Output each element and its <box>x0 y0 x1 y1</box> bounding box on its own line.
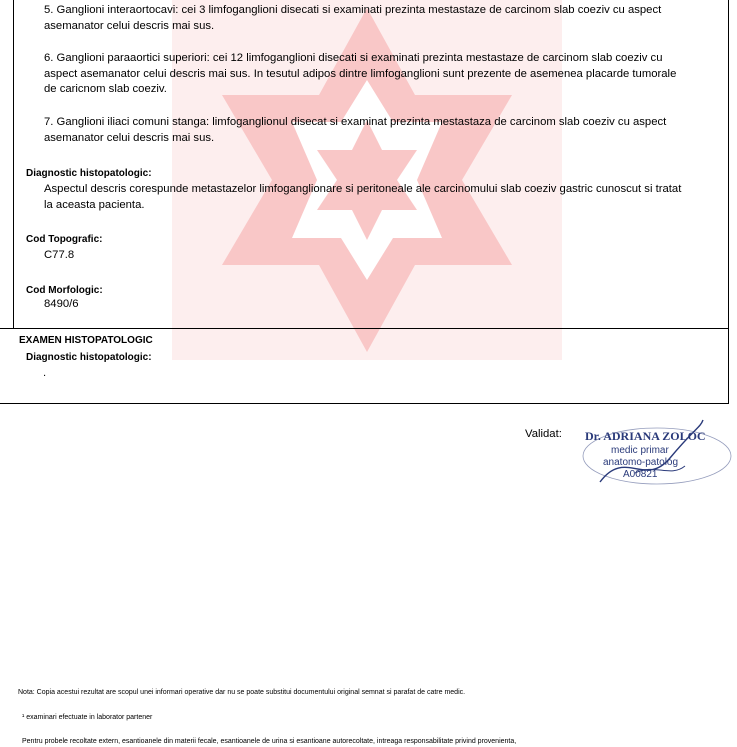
cod-topografic-value: C77.8 <box>44 249 75 261</box>
finding-item-7: 7. Ganglioni iliaci comuni stanga: limfoganglionul disecat si examinat prezinta mestastaza de carcinom slab coeziv cu aspect asemanator celui descris mai sus. <box>44 116 667 144</box>
footer-responsibility-note: Pentru probele recoltate extern, esantioanele din materii fecale, esantioanele de urina si esantioane autorecoltate, intreaga responsabilitate privind provenienta, <box>22 738 517 745</box>
exam-section-title: EXAMEN HISTOPATOLOGIC <box>19 335 153 346</box>
footer-partner-note: ¹ examinari efectuate in laborator partener <box>22 714 153 721</box>
cod-morfologic-label: Cod Morfologic: <box>26 285 103 296</box>
diagnostic-label: Diagnostic histopatologic: <box>26 168 152 179</box>
cod-topografic-label: Cod Topografic: <box>26 234 103 245</box>
finding-item-6: 6. Ganglioni paraaortici superiori: cei 12 limfoganglioni disecati si examinati prezinta mestastaze de carcinom slab coeziv cu aspect asemanator celui descris mai sus. In tesutul adipos dintre limfoganglioni sunt prezente de asemenea placarde tumorale de caricnom slab coeziv. <box>44 52 677 95</box>
validat-label: Validat: <box>525 428 562 440</box>
finding-item-5: 5. Ganglioni interaortocavi: cei 3 limfoganglioni disecati si examinati prezinta mestastaze de carcinom slab coeziv cu aspect asemanator celui descris mai sus. <box>44 4 662 32</box>
svg-text:anatomo-patolog: anatomo-patolog <box>603 457 679 468</box>
footer-note: Nota: Copia acestui rezultat are scopul unei informari operative dar nu se poate substitui documentului original semnat si parafat de catre medic. <box>18 689 466 696</box>
left-border <box>13 0 14 328</box>
svg-text:medic primar: medic primar <box>611 445 669 456</box>
cod-morfologic-value: 8490/6 <box>44 298 79 310</box>
svg-text:A00821: A00821 <box>623 469 658 480</box>
section-bottom-border <box>0 403 729 404</box>
signature-stamp <box>575 418 735 488</box>
svg-text:Dr. ADRIANA ZOLOC: Dr. ADRIANA ZOLOC <box>585 429 706 443</box>
exam-diagnostic-value: . <box>43 367 47 379</box>
exam-diagnostic-label: Diagnostic histopatologic: <box>26 352 152 363</box>
section-divider <box>0 328 729 329</box>
right-border <box>728 0 729 403</box>
diagnostic-text: Aspectul descris corespunde metastazelor limfoganglionare si peritoneale ale carcinomului slab coeziv gastric cunoscut si tratat la aceasta pacienta. <box>44 183 682 211</box>
